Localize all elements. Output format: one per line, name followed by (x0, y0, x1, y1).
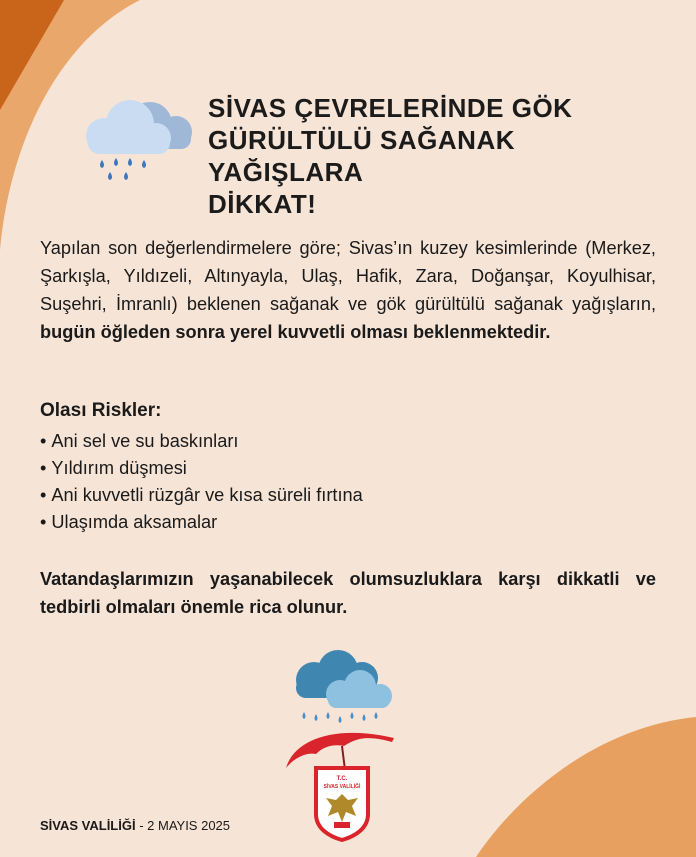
page-title (208, 92, 668, 220)
paragraph-text: Yapılan son değerlendirmelere göre; Sivas’ın kuzey kesimlerinde (Merkez, Şarkışla, Yıldızeli, Altınyayla, Ulaş, Hafik, Zara, Doğanşar, Koyulhisar, Suşehri, İmranlı) beklenen sağanak ve gök gürültülü sağanak yağışların, (40, 238, 656, 314)
closing-statement: Vatandaşlarımızın yaşanabilecek olumsuzluklara karşı dikkatli ve tedbirli olmaları önemle rica olunur. (40, 569, 656, 617)
emblem-top-text: T.C. (336, 776, 348, 782)
footer-date: - 2 MAYIS 2025 (135, 818, 231, 833)
risk-list (40, 428, 363, 536)
risks-heading: Olası Riskler: (40, 400, 162, 421)
rain-cloud-icon (80, 94, 200, 184)
sivas-valiligi-emblem (312, 766, 372, 842)
umbrella-rain-illustration (284, 650, 404, 780)
title-line: DİKKAT! (208, 189, 317, 219)
title-line: SİVAS ÇEVRELERİNDE GÖK (208, 93, 573, 123)
emblem-name-text: SİVAS VALİLİĞİ (323, 784, 361, 790)
list-item: • Ulaşımda aksamalar (40, 509, 363, 536)
list-item: • Ani kuvvetli rüzgâr ve kısa süreli fırtına (40, 482, 363, 509)
bottom-right-corner-decoration (476, 717, 696, 857)
title-line: GÜRÜLTÜLÜ SAĞANAK YAĞIŞLARA (208, 125, 515, 187)
announcement-paragraph (40, 234, 656, 346)
list-item: • Yıldırım düşmesi (40, 455, 363, 482)
paragraph-emphasis: bugün öğleden sonra yerel kuvvetli olması beklenmektedir. (40, 322, 551, 342)
list-item: • Ani sel ve su baskınları (40, 428, 363, 455)
footer (40, 818, 230, 833)
footer-org: SİVAS VALİLİĞİ (40, 818, 136, 833)
